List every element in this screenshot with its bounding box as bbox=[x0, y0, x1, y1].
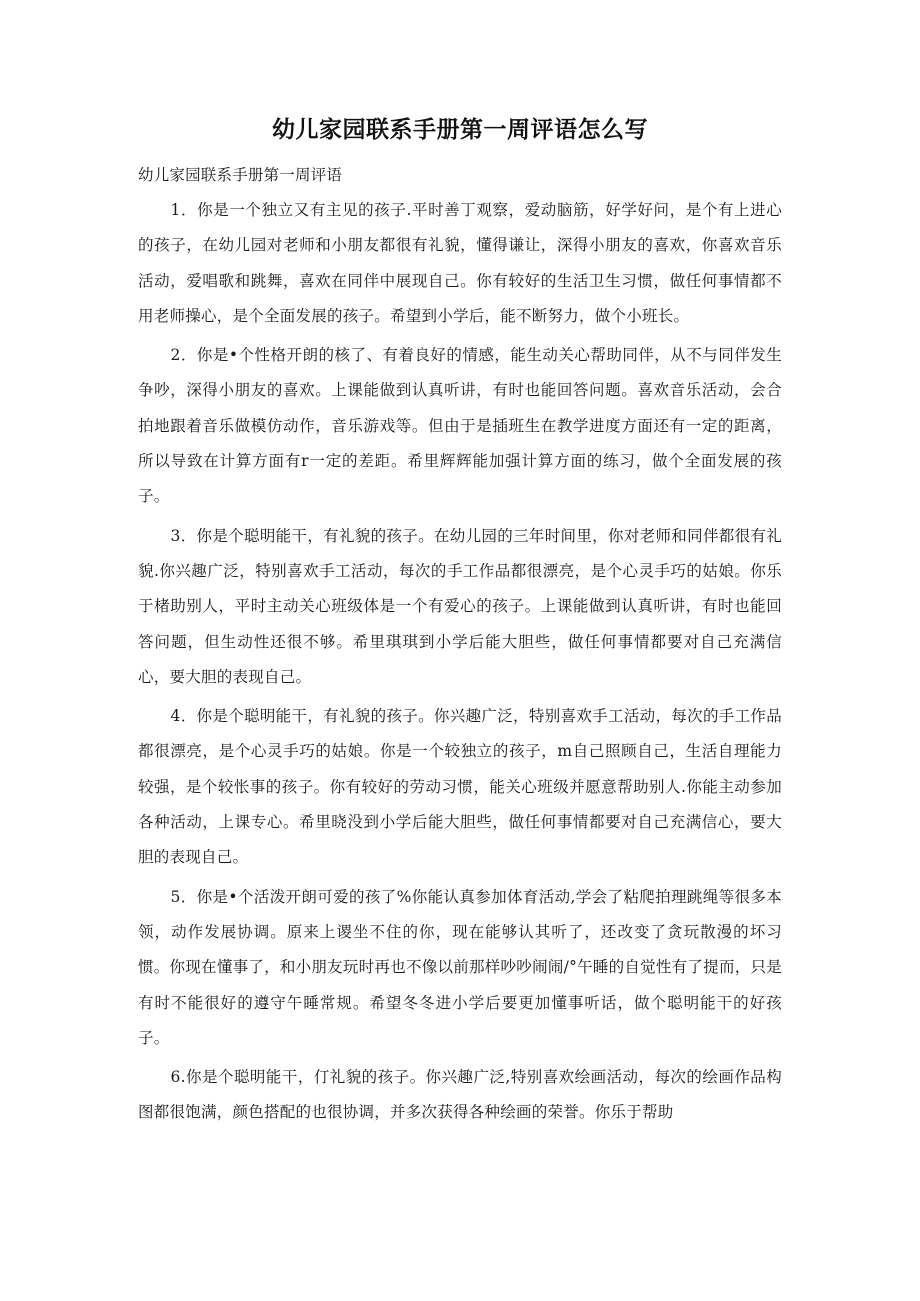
paragraph-5: 5．你是•个活泼开朗可爱的孩了%你能认真参加体育活动,学会了粘爬拍理跳绳等很多本领，动作发展协调。原来上谡坐不住的你，现在能够认其听了，还改变了贪玩散漫的坏习惯。你现在懂事了，和小朋友玩时再也不像以前那样吵吵闹闹/°午睡的自觉性有了提而，只是有时不能很好的遵守午睡常规。希望冬冬进小学后要更加懂事听话，做个聪明能干的好孩子。 bbox=[138, 887, 782, 1047]
paragraph-2: 2．你是•个性格开朗的核了、有着良好的情感，能生动关心帮助同伴，从不与同伴发生争吵，深得小朋友的喜欢。上课能做到认真听讲，有时也能回答问题。喜欢音乐活动，会合拍地跟着音乐做模仿动作，音乐游戏等。但由于是插班生在教学进度方面还有一定的距离，所以导致在计算方面有r一定的差距。希里辉辉能加强计算方面的练习，做个全面发展的孩子。 bbox=[138, 346, 782, 506]
paragraph-3: 3．你是个聪明能干，有礼貌的孩子。在幼儿园的三年时间里，你对老师和同伴都很有礼貌.你兴趣广泛，特别喜欢手工活动，每次的手工作品都很漂亮，是个心灵手巧的姑娘。你乐于楮助别人，平时主动关心班级体是一个有爱心的孩子。上课能做到认真听讲，有时也能回答问题，但生动性还很不够。希里琪琪到小学后能大胆些，做任何事情都要对自己充满信心，要大胆的表现自己。 bbox=[138, 526, 782, 686]
paragraph-4: 4．你是个聪明能干，有礼貌的孩子。你兴趣广泛，特别喜欢手工活动，每次的手工作品都很漂亮，是个心灵手巧的姑娘。你是一个较独立的孩子，m自己照顾自己，生活自理能力较强，是个较怅事的孩子。你有较好的劳动习惯，能关心班级并愿意帮助别人.你能主动参加各种活动，上课专心。希里晓没到小学后能大胆些，做任何事情都要对自己充满信心，要大胆的表现自己。 bbox=[138, 707, 782, 867]
paragraph-1: 1．你是一个独立又有主见的孩子.平时善丁观察，爱动脑筋，好学好问，是个有上进心的孩子，在幼儿园对老师和小朋友都很有礼貌，懂得谦让，深得小朋友的喜欢，你喜欢音乐活动，爱唱歌和跳舞，喜欢在同伴中展现自己。你有较好的生活卫生习惯，做任何事情都不用老师操心，是个全面发展的孩子。希望到小学后，能不断努力，做个小班长。 bbox=[138, 201, 782, 325]
document-title: 幼儿家园联系手册第一周评语怎么写 bbox=[272, 117, 648, 143]
document-subtitle: 幼儿家园联系手册第一周评语 bbox=[138, 166, 343, 184]
paragraph-6: 6.你是个聪明能干，仃礼貌的孩子。你兴趣广泛,特别喜欢绘画活动，每次的绘画作品构图都很饱满，颜色搭配的也很协调，并多次获得各种绘画的荣誉。你乐于帮助 bbox=[138, 1068, 782, 1122]
